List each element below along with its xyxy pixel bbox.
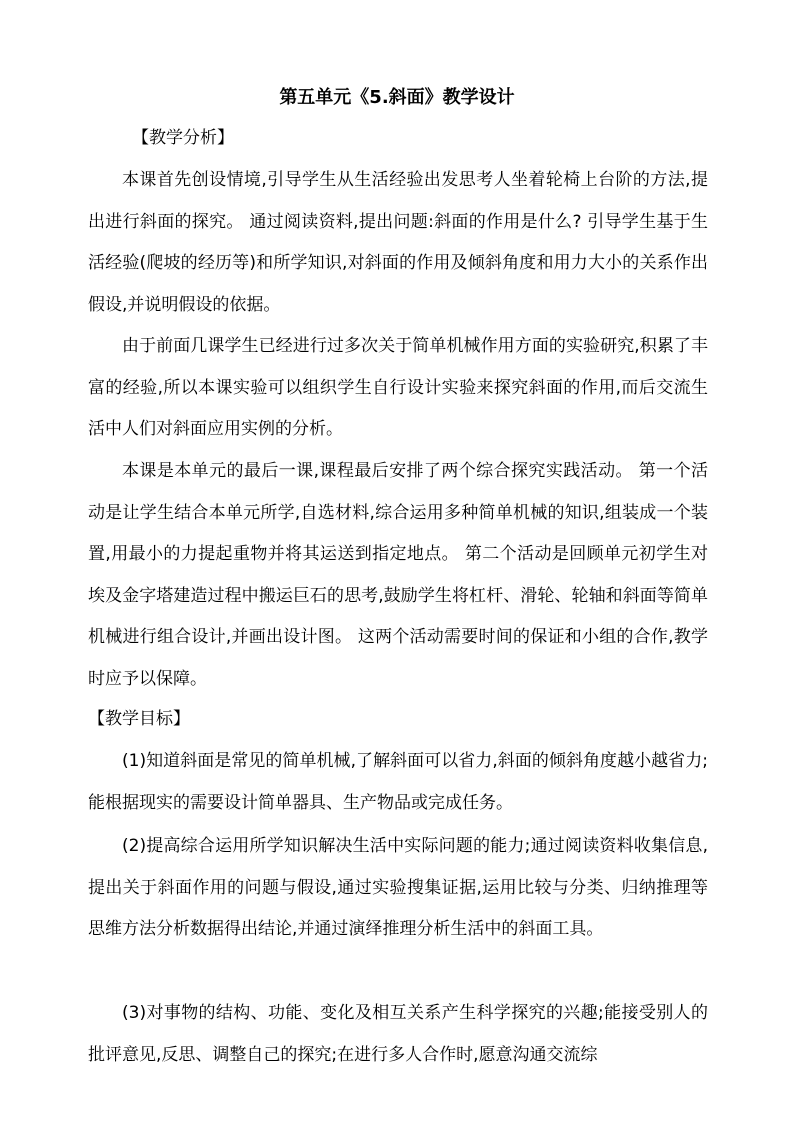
analysis-paragraph-2: 由于前面几课学生已经进行过多次关于简单机械作用方面的实验研究,积累了丰富的经验,所以本课实验可以组织学生自行设计实验来探究斜面的作用,而后交流生活中人们对斜面应用实例的分析。 bbox=[88, 336, 708, 439]
goals-heading: 【教学目标】 bbox=[88, 709, 190, 729]
analysis-paragraph-1: 本课首先创设情境,引导学生从生活经验出发思考人坐着轮椅上台阶的方法,提出进行斜面的探究。 通过阅读资料,提出问题:斜面的作用是什么? 引导学生基于生活经验(爬坡的经历等)和所学知识,对斜面的作用及倾斜角度和用力大小的关系作出假设,并说明假设的依据。 bbox=[88, 170, 708, 315]
analysis-paragraph-3: 本课是本单元的最后一课,课程最后安排了两个综合探究实践活动。 第一个活动是让学生结合本单元所学,自选材料,综合运用多种简单机械的知识,组装成一个装置,用最小的力提起重物并将其运送到指定地点。 第二个活动是回顾单元初学生对埃及金字塔建造过程中搬运巨石的思考,鼓励学生将杠杆、滑轮、轮轴和斜面等简单机械进行组合设计,并画出设计图。 这两个活动需要时间的保证和小组的合作,教学时应予以保障。 bbox=[88, 461, 708, 689]
document-title: 第五单元《5.斜面》教学设计 bbox=[279, 87, 515, 108]
goals-paragraph-3: (3)对事物的结构、功能、变化及相互关系产生科学探究的兴趣;能接受别人的批评意见,反思、调整自己的探究;在进行多人合作时,愿意沟通交流综 bbox=[88, 1003, 708, 1065]
goals-paragraph-1: (1)知道斜面是常见的简单机械,了解斜面可以省力,斜面的倾斜角度越小越省力;能根据现实的需要设计简单器具、生产物品或完成任务。 bbox=[88, 751, 708, 813]
goals-paragraph-2: (2)提高综合运用所学知识解决生活中实际问题的能力;通过阅读资料收集信息,提出关于斜面作用的问题与假设,通过实验搜集证据,运用比较与分类、归纳推理等思维方法分析数据得出结论,并通过演绎推理分析生活中的斜面工具。 bbox=[88, 836, 708, 939]
analysis-heading: 【教学分析】 bbox=[132, 128, 234, 148]
